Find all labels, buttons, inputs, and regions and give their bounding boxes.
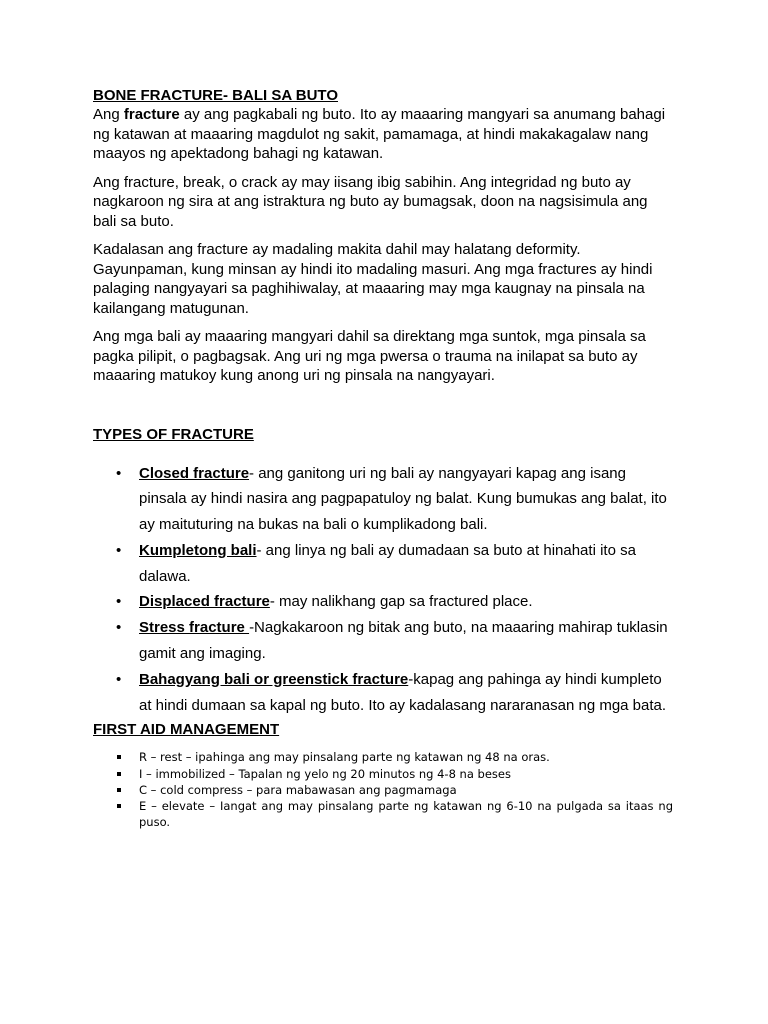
- bullet-icon: •: [116, 670, 122, 688]
- square-bullet-icon: [117, 788, 121, 792]
- first-aid-item-elevate: [93, 798, 673, 830]
- first-aid-text: E – elevate – Iangat ang may pinsalang parte ng katawan ng 6-10 na pulgada sa itaas ng puso.: [139, 799, 673, 830]
- paragraph-causes: Ang mga bali ay maaaring mangyari dahil sa direktang mga suntok, mga pinsala sa pagka pilipit, o pagbagsak. Ang uri ng mga pwersa o trauma na inilapat sa buto ay maaaring matukoy kung anong uri ng pinsala na nangyayari.: [93, 328, 646, 384]
- desc-greenstick-fracture: -kapag ang pahinga ay hindi kumpleto at hindi dumaan sa kapal ng buto. Ito ay kadalasang nararanasan ng mga bata.: [139, 670, 667, 714]
- first-aid-item-immobilized: [93, 766, 673, 782]
- fracture-types-list: [93, 461, 673, 719]
- term-kumpletong-bali: Kumpletong bali: [139, 541, 257, 559]
- intro-paragraph: [93, 105, 673, 164]
- first-aid-text: I – immobilized – Tapalan ng yelo ng 20 minutos ng 4-8 na beses: [139, 766, 511, 781]
- bullet-icon: •: [116, 593, 122, 611]
- desc-displaced-fracture: - may nalikhang gap sa fractured place.: [269, 593, 533, 611]
- intro-rest: ay ang pagkabali ng buto. Ito ay maaaring mangyari sa anumang bahagi ng katawan at maaaring magdulot ng sakit, pamamaga, at hindi makakagalaw nang maayos ng apektadong bahagi ng katawan.: [93, 106, 666, 162]
- bullet-icon: •: [116, 541, 122, 559]
- paragraph-definition: Ang fracture, break, o crack ay may iisang ibig sabihin. Ang integridad ng buto ay nagkaroon ng sira at ang istraktura ng buto ay bumagsak, doon na nagsisimula ang bali sa buto.: [93, 173, 648, 230]
- first-aid-text: C – cold compress – para mabawasan ang pagmamaga: [139, 782, 457, 797]
- first-aid-heading: FIRST AID MANAGEMENT: [93, 721, 280, 739]
- bullet-icon: •: [116, 619, 122, 637]
- term-greenstick-fracture: Bahagyang bali or greenstick fracture: [139, 670, 409, 688]
- square-bullet-icon: [117, 772, 121, 776]
- term-displaced-fracture: Displaced fracture: [139, 593, 270, 611]
- first-aid-list: [93, 749, 673, 830]
- list-item-displaced-fracture: [93, 589, 673, 615]
- intro-prefix: Ang: [93, 106, 124, 123]
- square-bullet-icon: [117, 804, 121, 808]
- list-item-greenstick-fracture: [93, 667, 673, 719]
- square-bullet-icon: [117, 755, 121, 759]
- first-aid-text: R – rest – ipahinga ang may pinsalang parte ng katawan ng 48 na oras.: [139, 750, 550, 765]
- desc-stress-fracture: -Nagkakaroon ng bitak ang buto, na maaaring mahirap tuklasin gamit ang imaging.: [139, 619, 668, 663]
- paragraph-deformity: Kadalasan ang fracture ay madaling makita dahil may halatang deformity. Gayunpaman, kung minsan ay hindi ito madaling masuri. Ang mga fractures ay hindi palaging nangyayari sa paghihiwalay, at maaaring may mga kaugnay na pinsala na kailangang matugunan.: [93, 241, 653, 317]
- desc-kumpletong-bali: - ang linya ng bali ay dumadaan sa buto at hinahati ito sa dalawa.: [139, 541, 636, 585]
- term-closed-fracture: Closed fracture: [139, 464, 250, 482]
- list-item-closed-fracture: [93, 461, 673, 538]
- first-aid-item-rest: [93, 749, 673, 765]
- intro-bold-term: fracture: [123, 106, 180, 123]
- document-page: [93, 86, 673, 830]
- types-heading: TYPES OF FRACTURE: [93, 425, 254, 443]
- desc-closed-fracture: - ang ganitong uri ng bali ay nangyayari kapag ang isang pinsala ay hindi nasira ang pagpapatuloy ng balat. Kung bumukas ang balat, ito ay maituturing na bukas na bali o kumplikadong bali.: [139, 464, 667, 534]
- bullet-icon: •: [116, 464, 122, 482]
- first-aid-item-cold-compress: [93, 782, 673, 798]
- document-title: BONE FRACTURE- BALI SA BUTO: [93, 87, 338, 104]
- list-item-kumpletong-bali: [93, 538, 673, 590]
- list-item-stress-fracture: [93, 615, 673, 667]
- term-stress-fracture: Stress fracture: [139, 619, 250, 637]
